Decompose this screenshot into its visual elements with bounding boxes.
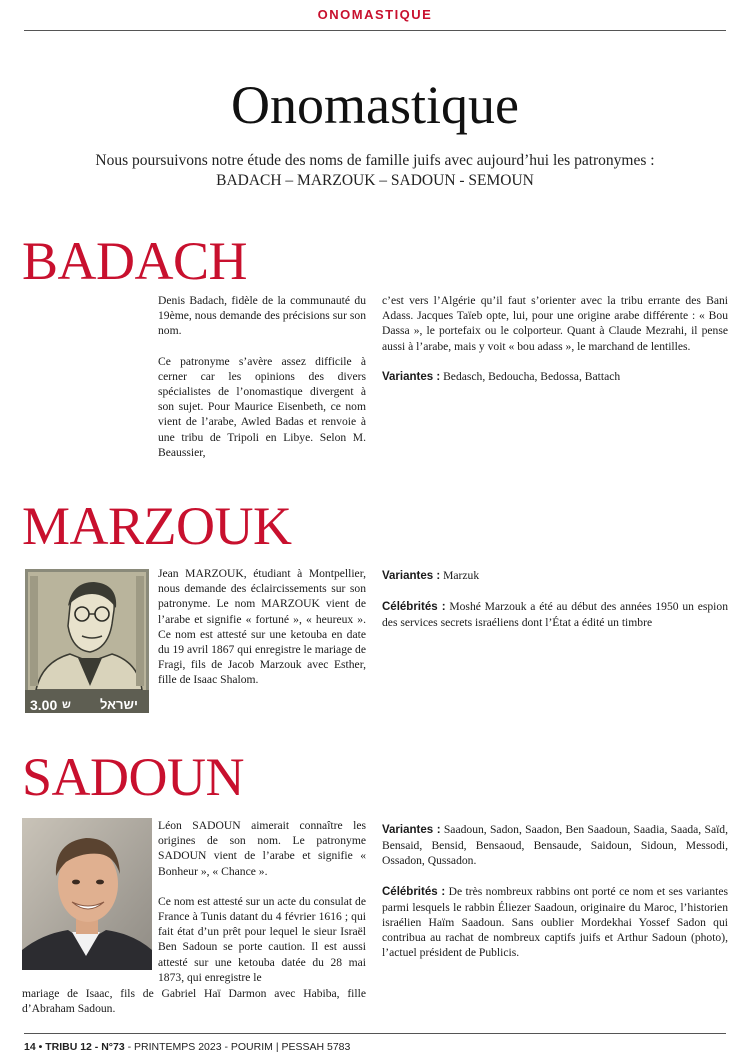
celebrites-label: Célébrités : xyxy=(382,885,446,898)
footer-bullet: • xyxy=(38,1041,46,1053)
celebrites-label: Célébrités : xyxy=(382,601,446,614)
page-title: Onomastique xyxy=(231,75,519,135)
variantes-label: Variantes : xyxy=(382,370,441,383)
variantes-value: Marzuk xyxy=(443,569,480,582)
sadoun-column-2 xyxy=(382,822,728,976)
stamp-country: ישראל xyxy=(100,697,138,712)
variantes-label: Variantes : xyxy=(382,824,441,836)
footer xyxy=(24,1041,350,1053)
sadoun-paragraph-3: mariage de Isaac, fils de Gabriel Haï Darmon avec Habiba, fille d’Abraham Sadoun. xyxy=(22,987,366,1016)
sadoun-column-1-continued xyxy=(22,986,366,1031)
sadoun-paragraph-2: Ce nom est attesté sur un acte du consulat de France à Tunis datant du 4 février 1616 ; qui fait état d’un prêt pour lequel le sieur Israël Ben Sadoun se porte caution. Il est aussi attesté sur une ketouba datée du 28 mai 1873, qui enregistre le xyxy=(158,894,366,984)
sadoun-column-1 xyxy=(158,818,366,985)
marzouk-paragraph: Jean MARZOUK, étudiant à Montpellier, nous demande des éclaircissements sur son patronyme. Le nom MARZOUK vient de l’arabe et signifie « fortuné », « heureux ». Ce nom est attesté sur une ketouba en date du 19 avril 1867 qui enregistre le mariage de Fragi, fils de Jacob Marzouk avec Esther, fille de Isaac Shalom. xyxy=(158,567,366,687)
marzouk-celebrites xyxy=(382,599,728,630)
marzouk-column-2 xyxy=(382,568,728,646)
variantes-value: Bedasch, Bedoucha, Bedossa, Battach xyxy=(443,369,621,383)
sadoun-title: SADOUN xyxy=(22,747,245,807)
intro-line-1: Nous poursuivons notre étude des noms de famille juifs avec aujourd’hui les patronymes : xyxy=(95,152,655,169)
stamp-value: 3.00 xyxy=(30,697,58,713)
footer-separator: - xyxy=(127,1041,135,1053)
footer-magazine: TRIBU 12 - N°73 xyxy=(45,1041,125,1053)
badach-paragraph-3: c’est vers l’Algérie qu’il faut s’orienter avec la tribu errante des Bani Adass. Jacques Taïeb opte, lui, pour une origine arabe différente : « Bou Dassa », le portefaix ou le colporteur. Quant à Claude Mezrahi, il pense aussi à l’arabe, mais y voit « bou adass », le marchand de lentilles. xyxy=(382,294,728,353)
intro-line-2: BADACH – MARZOUK – SADOUN - SEMOUN xyxy=(216,172,534,189)
sadoun-variantes xyxy=(382,822,728,869)
marzouk-variantes xyxy=(382,568,728,584)
variantes-label: Variantes : xyxy=(382,570,441,582)
sadoun-celebrites xyxy=(382,884,728,961)
badach-column-1 xyxy=(158,293,366,475)
celebrites-value: Moshé Marzouk a été au début des années 1950 un espion des services secrets israéliens dont l’État a édité un timbre xyxy=(382,600,728,630)
sadoun-paragraph-1: Léon SADOUN aimerait connaître les origines de son nom. Le patronyme SADOUN vient de l’arabe et signifie « Bonheur », « Chance ». xyxy=(158,819,366,878)
footer-pipe: | xyxy=(275,1041,282,1053)
footer-page-number: 14 xyxy=(24,1041,36,1053)
marzouk-stamp-image xyxy=(22,566,152,716)
celebrites-value: De très nombreux rabbins ont porté ce nom et ses variantes parmi lesquels le rabbin Éliezer Saadoun, originaire du Maroc, l’historien israélien Haïm Saadoun. Sans oublier Mordekhai Yossef Sadon qui contribua au rachat de nombreux captifs juifs et Arthur Sadoun (photo), l’actuel président de Publicis. xyxy=(382,884,728,960)
stamp-currency: ש xyxy=(62,699,71,711)
marzouk-column-1 xyxy=(158,566,366,703)
badach-title: BADACH xyxy=(22,231,248,291)
footer-pessah: PESSAH 5783 xyxy=(281,1041,351,1053)
footer-divider xyxy=(24,1033,726,1034)
badach-paragraph-1: Denis Badach, fidèle de la communauté du 19ème, nous demande des précisions sur son nom. xyxy=(158,294,366,338)
stamp-illustration xyxy=(22,566,152,716)
footer-issue: PRINTEMPS 2023 - POURIM xyxy=(134,1041,273,1053)
header-divider xyxy=(24,30,726,31)
badach-column-2 xyxy=(382,293,728,400)
marzouk-title: MARZOUK xyxy=(22,496,292,556)
section-label: ONOMASTIQUE xyxy=(317,7,433,22)
badach-variantes xyxy=(382,369,728,385)
badach-paragraph-2: Ce patronyme s’avère assez difficile à cerner car les opinions des divers spécialistes de l’onomastique divergent à son sujet. Pour Maurice Eisenbeth, ce nom vient de l’arabe, Awled Badas et renvoie à une tribu de Tripoli en Libye. Selon M. Beaussier, xyxy=(158,354,366,459)
sadoun-portrait-photo xyxy=(22,818,152,970)
portrait-illustration xyxy=(22,818,152,970)
variantes-value: Saadoun, Sadon, Saadon, Ben Saadoun, Saadia, Saada, Saïd, Bensaid, Bensid, Bensaoud, Bensaude, Saidoun, Sidoun, Messodi, Ossadon, Qussadon. xyxy=(382,823,729,868)
